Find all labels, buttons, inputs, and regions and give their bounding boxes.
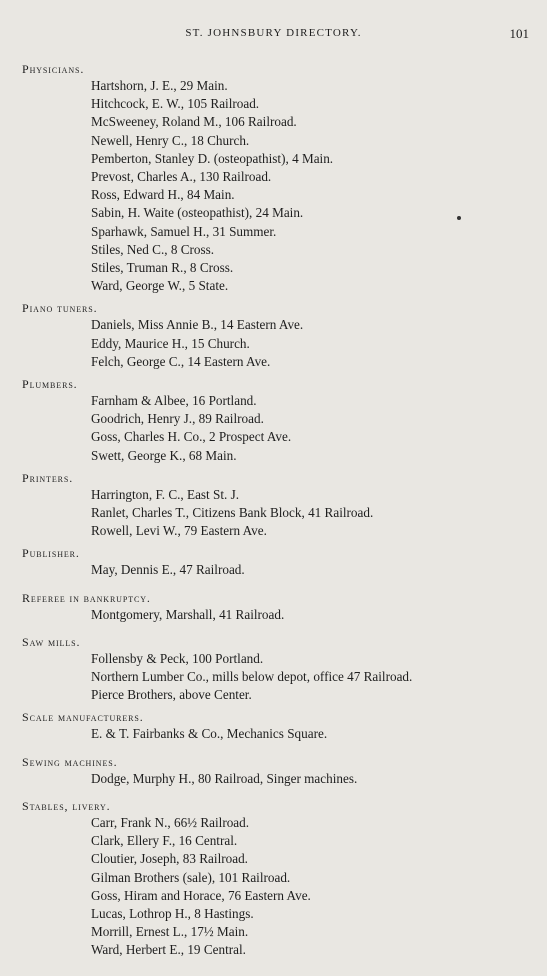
directory-entry: Lucas, Lothrop H., 8 Hastings. [91,905,254,921]
entry-list [91,606,537,624]
section-heading: Saw mills. [22,634,81,649]
running-title: ST. JOHNSBURY DIRECTORY. [185,27,362,39]
directory-entry: Ward, George W., 5 State. [91,278,229,294]
directory-entry: Carr, Frank N., 66½ Railroad. [91,814,250,830]
section-heading: Physicians. [22,62,85,76]
directory-entry: May, Dennis E., 47 Railroad. [91,562,245,578]
directory-entry: Montgomery, Marshall, 41 Railroad. [91,606,285,622]
section-heading: Publisher. [22,546,80,561]
directory-section [22,376,537,470]
entry-list [91,486,537,541]
section-heading: Scale manufacturers. [22,710,144,725]
directory-entry: Pierce Brothers, above Center. [91,687,252,703]
directory-entry: Sparhawk, Samuel H., 31 Summer. [91,223,277,239]
directory-entry: Rowell, Levi W., 79 Eastern Ave. [91,523,267,539]
directory-section [22,545,537,589]
directory-entry: Northern Lumber Co., mills below depot, office 47 Railroad. [91,669,413,685]
entry-list [91,770,537,788]
directory-section [22,590,537,634]
directory-entry: Ward, Herbert E., 19 Central. [91,942,246,958]
directory-entry: Morrill, Ernest L., 17½ Main. [91,924,249,940]
directory-section [22,61,537,300]
entry-list [91,561,537,579]
directory-entry: Gilman Brothers (sale), 101 Railroad. [91,869,291,885]
directory-entry: Prevost, Charles A., 130 Railroad. [91,169,272,185]
directory-entry: Goss, Charles H. Co., 2 Prospect Ave. [91,429,292,445]
directory-section [22,798,537,965]
directory-entry: Sabin, H. Waite (osteopathist), 24 Main. [91,205,304,221]
directory-entry: Farnham & Albee, 16 Portland. [91,393,257,409]
page-header [0,27,547,43]
directory-entry: Stiles, Ned C., 8 Cross. [91,241,215,257]
section-heading: Piano tuners. [22,301,98,316]
directory-entry: Ranlet, Charles T., Citizens Bank Block, 41 Railroad. [91,505,374,521]
section-heading: Stables, livery. [22,798,111,813]
directory-entry: Hartshorn, J. E., 29 Main. [91,78,228,93]
directory-entry: Felch, George C., 14 Eastern Ave. [91,353,271,369]
directory-entry: Newell, Henry C., 18 Church. [91,132,250,148]
entry-list [91,650,537,705]
section-heading: Printers. [22,470,74,485]
directory-section [22,634,537,710]
directory-entry: Stiles, Truman R., 8 Cross. [91,260,234,276]
directory-entry: Goss, Hiram and Horace, 76 Eastern Ave. [91,887,311,903]
section-heading: Referee in bankruptcy. [22,590,151,605]
section-heading: Plumbers. [22,377,78,392]
directory-entry: Goodrich, Henry J., 89 Railroad. [91,411,264,427]
directory-section [22,470,537,546]
directory-entry: Eddy, Maurice H., 15 Church. [91,335,250,351]
directory-section [22,754,537,798]
entry-list [91,392,537,465]
ink-speck [457,216,461,220]
directory-entry: Clark, Ellery F., 16 Central. [91,833,238,849]
directory-entry: Dodge, Murphy H., 80 Railroad, Singer machines. [91,770,358,786]
section-heading: Sewing machines. [22,754,118,769]
directory-section [22,709,537,753]
directory-entry: Cloutier, Joseph, 83 Railroad. [91,851,248,867]
directory-entry: Pemberton, Stanley D. (osteopathist), 4 Main. [91,150,334,166]
directory-entry: Daniels, Miss Annie B., 14 Eastern Ave. [91,317,304,333]
directory-listing [22,61,537,965]
directory-entry: Swett, George K., 68 Main. [91,447,237,463]
directory-entry: Harrington, F. C., East St. J. [91,486,240,502]
entry-list [91,316,537,371]
directory-entry: E. & T. Fairbanks & Co., Mechanics Square. [91,726,328,742]
entry-list [91,814,537,960]
entry-list [91,725,537,743]
directory-entry: Hitchcock, E. W., 105 Railroad. [91,96,260,112]
directory-section [22,300,537,376]
directory-entry: Follensby & Peck, 100 Portland. [91,650,264,666]
entry-list [91,77,537,295]
directory-entry: Ross, Edward H., 84 Main. [91,187,235,203]
directory-entry: McSweeney, Roland M., 106 Railroad. [91,114,297,130]
page-number: 101 [509,26,529,41]
